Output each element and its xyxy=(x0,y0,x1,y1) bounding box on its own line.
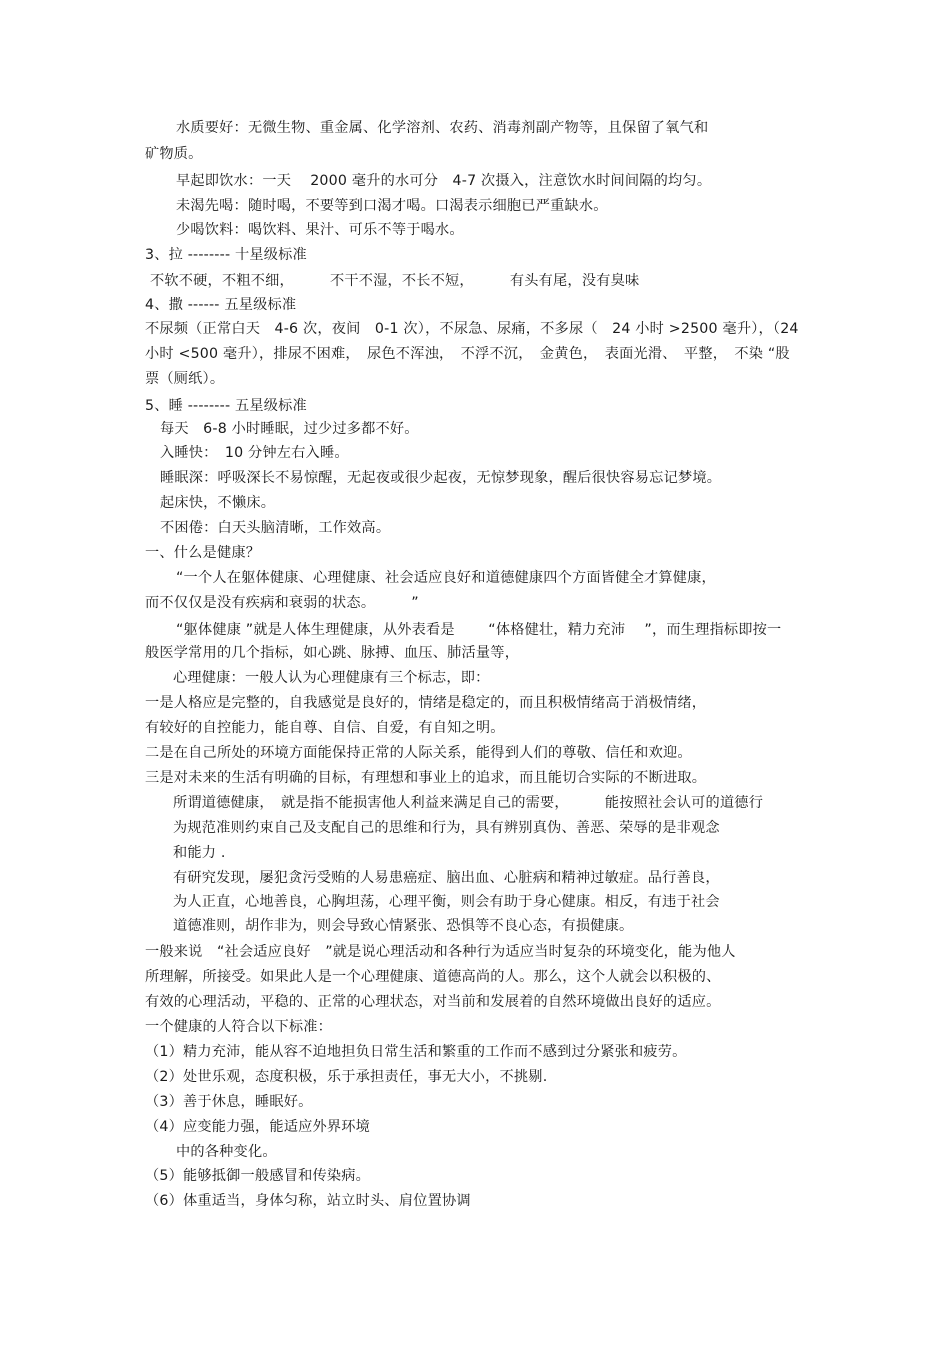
text-line: 心理健康：一般人认为心理健康有三个标志，即： xyxy=(173,670,490,686)
text-line: 有较好的自控能力，能自尊、自信、自爱，有自知之明。 xyxy=(145,720,505,736)
section-heading: 5、睡 -------- 五星级标准 xyxy=(145,398,307,414)
list-item: （5）能够抵御一般感冒和传染病。 xyxy=(145,1168,371,1184)
text-line: 矿物质。 xyxy=(145,146,203,162)
text-line: “一个人在躯体健康、心理健康、社会适应良好和道德健康四个方面皆健全才算健康， xyxy=(176,570,716,586)
text-line: 中的各种变化。 xyxy=(176,1144,277,1160)
text-line: 不软不硬，不粗不细， 不干不湿，不长不短， 有头有尾，没有臭味 xyxy=(150,273,640,289)
text-line: 起床快，不懒床。 xyxy=(160,495,276,511)
text-line: 入睡快： 10 分钟左右入睡。 xyxy=(160,445,349,461)
list-item: （3）善于休息，睡眠好。 xyxy=(145,1094,313,1110)
list-item: （6）体重适当，身体匀称，站立时头、肩位置协调 xyxy=(145,1193,471,1209)
text-line: 为人正直，心地善良，心胸坦荡，心理平衡，则会有助于身心健康。相反，有违于社会 xyxy=(173,894,720,910)
text-line: 所理解，所接受。如果此人是一个心理健康、道德高尚的人。那么，这个人就会以积极的、 xyxy=(145,969,721,985)
section-heading: 一、什么是健康？ xyxy=(145,545,261,561)
text-line: 道德准则，胡作非为，则会导致心情紧张、恐惧等不良心态，有损健康。 xyxy=(173,918,634,934)
text-line: 而不仅仅是没有疾病和衰弱的状态。 ” xyxy=(145,595,419,611)
list-item: （4）应变能力强，能适应外界环境 xyxy=(145,1119,371,1135)
text-line: 不困倦：白天头脑清晰，工作效高。 xyxy=(160,520,391,536)
text-line: 票（厕纸）。 xyxy=(145,371,225,387)
text-line: 有研究发现，屡犯贪污受贿的人易患癌症、脑出血、心脏病和精神过敏症。品行善良， xyxy=(173,870,720,886)
text-line: 有效的心理活动，平稳的、正常的心理状态，对当前和发展着的自然环境做出良好的适应。 xyxy=(145,994,721,1010)
text-line: 少喝饮料：喝饮料、果汁、可乐不等于喝水。 xyxy=(176,222,464,238)
list-item: （2）处世乐观，态度积极，乐于承担责任，事无大小，不挑剔. xyxy=(145,1069,548,1085)
text-line: 和能力 . xyxy=(173,845,226,861)
text-line: 般医学常用的几个指标，如心跳、脉搏、血压、肺活量等， xyxy=(145,645,520,661)
text-line: 一般来说 “社会适应良好 ”就是说心理活动和各种行为适应当时复杂的环境变化，能为他人 xyxy=(145,944,736,960)
text-line: 每天 6-8 小时睡眠，过少过多都不好。 xyxy=(160,421,419,437)
text-line: 一是人格应是完整的，自我感觉是良好的，情绪是稳定的，而且积极情绪高于消极情绪， xyxy=(145,695,707,711)
section-heading: 3、拉 -------- 十星级标准 xyxy=(145,247,307,263)
text-line: 二是在自己所处的环境方面能保持正常的人际关系，能得到人们的尊敬、信任和欢迎。 xyxy=(145,745,692,761)
text-line: 早起即饮水：一天 2000 毫升的水可分 4-7 次摄入，注意饮水时间间隔的均匀。 xyxy=(176,173,712,189)
section-heading: 4、撒 ------ 五星级标准 xyxy=(145,297,297,313)
text-line: 一个健康的人符合以下标准： xyxy=(145,1019,333,1035)
text-line: 三是对未来的生活有明确的目标，有理想和事业上的追求，而且能切合实际的不断进取。 xyxy=(145,770,707,786)
text-line: 所谓道德健康， 就是指不能损害他人利益来满足自己的需要， 能按照社会认可的道德行 xyxy=(173,795,764,811)
text-line: 为规范准则约束自己及支配自己的思维和行为，具有辨别真伪、善恶、荣辱的是非观念 xyxy=(173,820,720,836)
text-line: 未渴先喝：随时喝，不要等到口渴才喝。口渴表示细胞已严重缺水。 xyxy=(176,198,608,214)
text-line: 不尿频（正常白天 4-6 次，夜间 0-1 次），不尿急、尿痛，不多尿（ 24 小时 >2500 毫升），（24 xyxy=(145,321,799,337)
text-line: 睡眠深：呼吸深长不易惊醒，无起夜或很少起夜，无惊梦现象，醒后很快容易忘记梦境。 xyxy=(160,470,722,486)
text-line: “躯体健康 ”就是人体生理健康，从外表看是 “体格健壮，精力充沛 ”，而生理指标即按一 xyxy=(176,622,782,638)
text-line: 小时 <500 毫升），排尿不困难， 尿色不浑浊， 不浮不沉， 金黄色， 表面光滑、 平整， 不染 “股 xyxy=(145,346,790,362)
text-line: 水质要好：无微生物、重金属、化学溶剂、农药、消毒剂副产物等，且保留了氧气和 xyxy=(176,120,709,136)
list-item: （1）精力充沛，能从容不迫地担负日常生活和繁重的工作而不感到过分紧张和疲劳。 xyxy=(145,1044,687,1060)
